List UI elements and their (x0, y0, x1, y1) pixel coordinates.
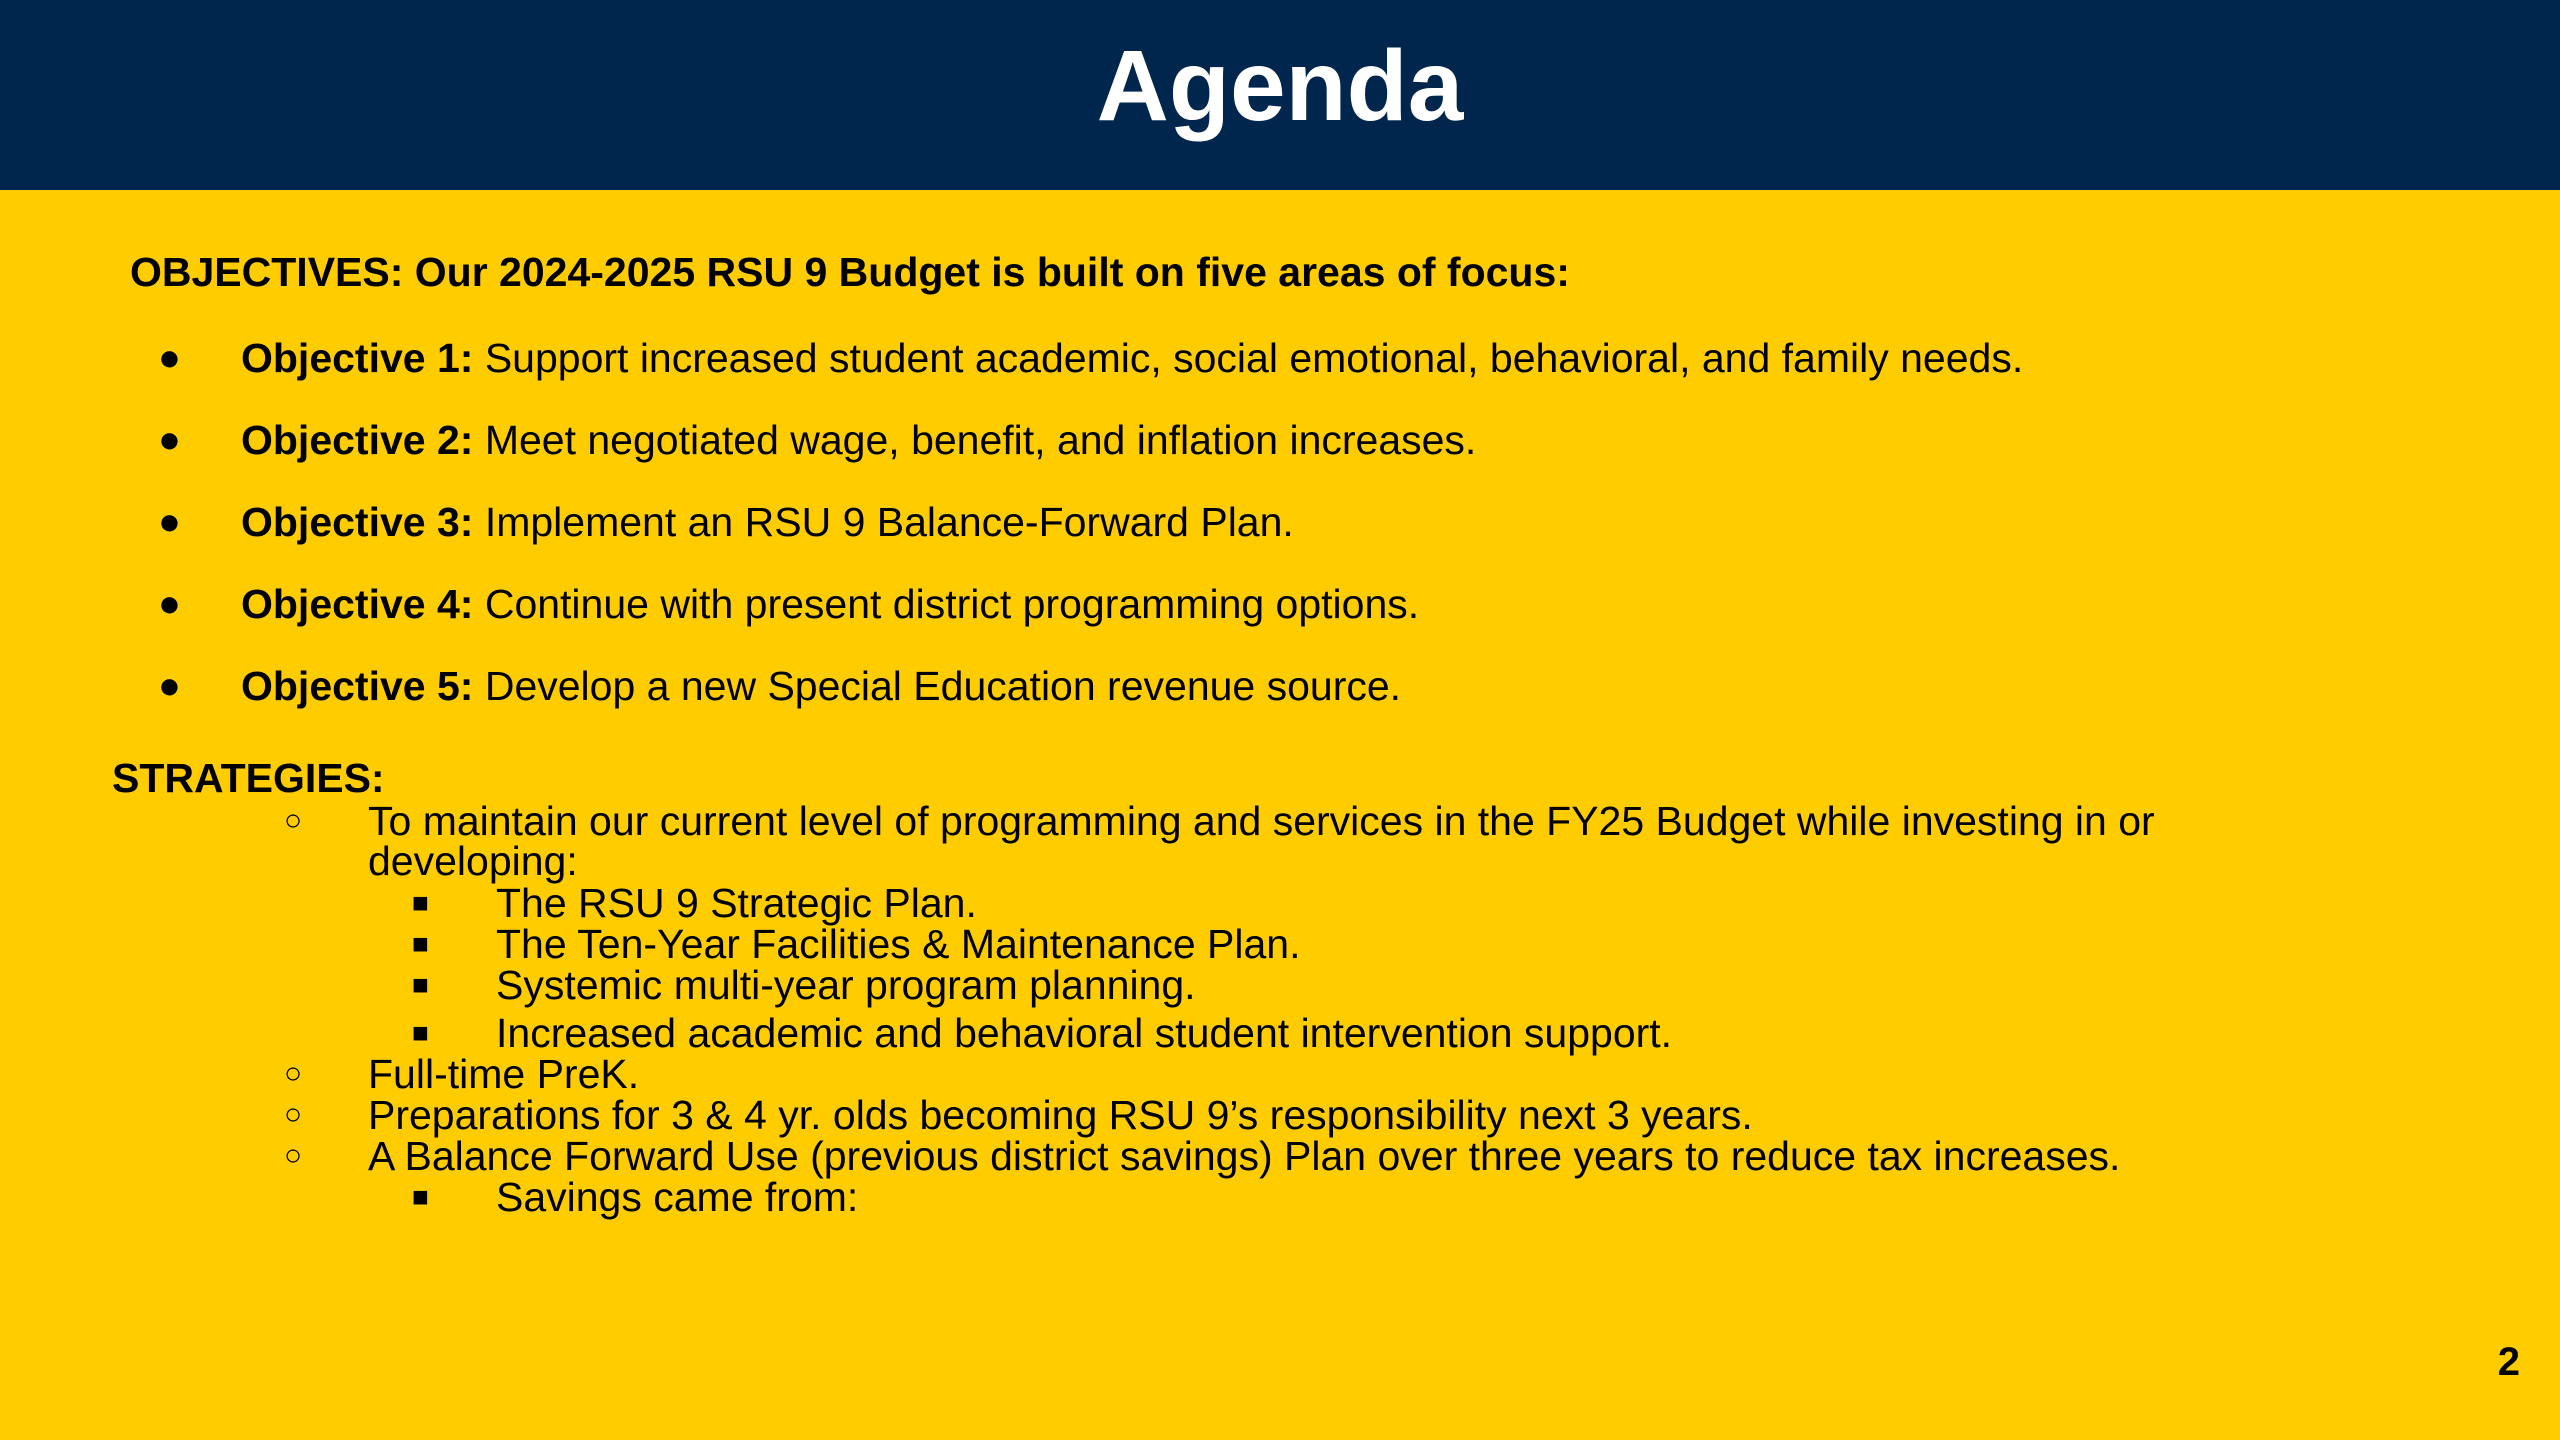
page-number: 2 (2497, 1340, 2520, 1384)
objective-label: Objective 2: (241, 417, 474, 463)
bullet-circle: ○ (284, 804, 303, 837)
objective-description: Support increased student academic, social emotional, behavioral, and family needs. (473, 335, 2024, 381)
substrategy-text: Systemic multi-year program planning. (496, 962, 1196, 1008)
objective-label: Objective 5: (241, 663, 474, 709)
slide-title: Agenda (1096, 30, 1464, 142)
slide-body (0, 190, 2560, 1440)
objective-item (0, 579, 2400, 629)
objective-text (241, 497, 1294, 547)
objective-text (241, 415, 1476, 465)
bullet-square: ■ (412, 928, 429, 959)
objective-item (0, 333, 2400, 383)
objective-label: Objective 4: (241, 581, 474, 627)
bullet-disc: ● (158, 501, 181, 543)
title-banner (0, 0, 2560, 190)
strategy-text: A Balance Forward Use (previous district savings) Plan over three years to reduce tax increases. (368, 1133, 2121, 1179)
objective-description: Meet negotiated wage, benefit, and inflation increases. (473, 417, 1477, 463)
bullet-circle: ○ (284, 1057, 303, 1090)
strategy-text: To maintain our current level of programming and services in the FY25 Budget while investing in or (368, 798, 2155, 844)
objective-description: Continue with present district programming options. (473, 581, 1420, 627)
bullet-square: ■ (412, 1181, 429, 1212)
bullet-circle: ○ (284, 1098, 303, 1131)
substrategy-text: The RSU 9 Strategic Plan. (496, 880, 977, 926)
bullet-disc: ● (158, 419, 181, 461)
objective-text (241, 579, 1419, 629)
bullet-disc: ● (158, 583, 181, 625)
substrategy-text: Increased academic and behavioral student intervention support. (496, 1010, 1673, 1056)
strategy-text: developing: (368, 838, 578, 884)
objective-text (241, 333, 2023, 383)
objective-label: Objective 3: (241, 499, 474, 545)
substrategy-text: The Ten-Year Facilities & Maintenance Plan. (496, 921, 1301, 967)
objective-label: Objective 1: (241, 335, 474, 381)
objective-item (0, 497, 2400, 547)
objective-item (0, 415, 2400, 465)
bullet-square: ■ (412, 887, 429, 918)
bullet-disc: ● (158, 337, 181, 379)
objective-item (0, 661, 2400, 711)
strategies-heading: STRATEGIES: (112, 755, 385, 801)
strategy-text: Preparations for 3 & 4 yr. olds becoming RSU 9’s responsibility next 3 years. (368, 1092, 1753, 1138)
bullet-circle: ○ (284, 1139, 303, 1172)
substrategy-text: Savings came from: (496, 1174, 859, 1220)
objective-text (241, 661, 1401, 711)
bullet-disc: ● (158, 665, 181, 707)
objective-description: Implement an RSU 9 Balance-Forward Plan. (473, 499, 1294, 545)
objectives-heading: OBJECTIVES: Our 2024-2025 RSU 9 Budget is built on five areas of focus: (130, 249, 1570, 295)
bullet-square: ■ (412, 1017, 429, 1048)
bullet-square: ■ (412, 969, 429, 1000)
objective-description: Develop a new Special Education revenue source. (473, 663, 1402, 709)
strategy-text: Full-time PreK. (368, 1051, 640, 1097)
